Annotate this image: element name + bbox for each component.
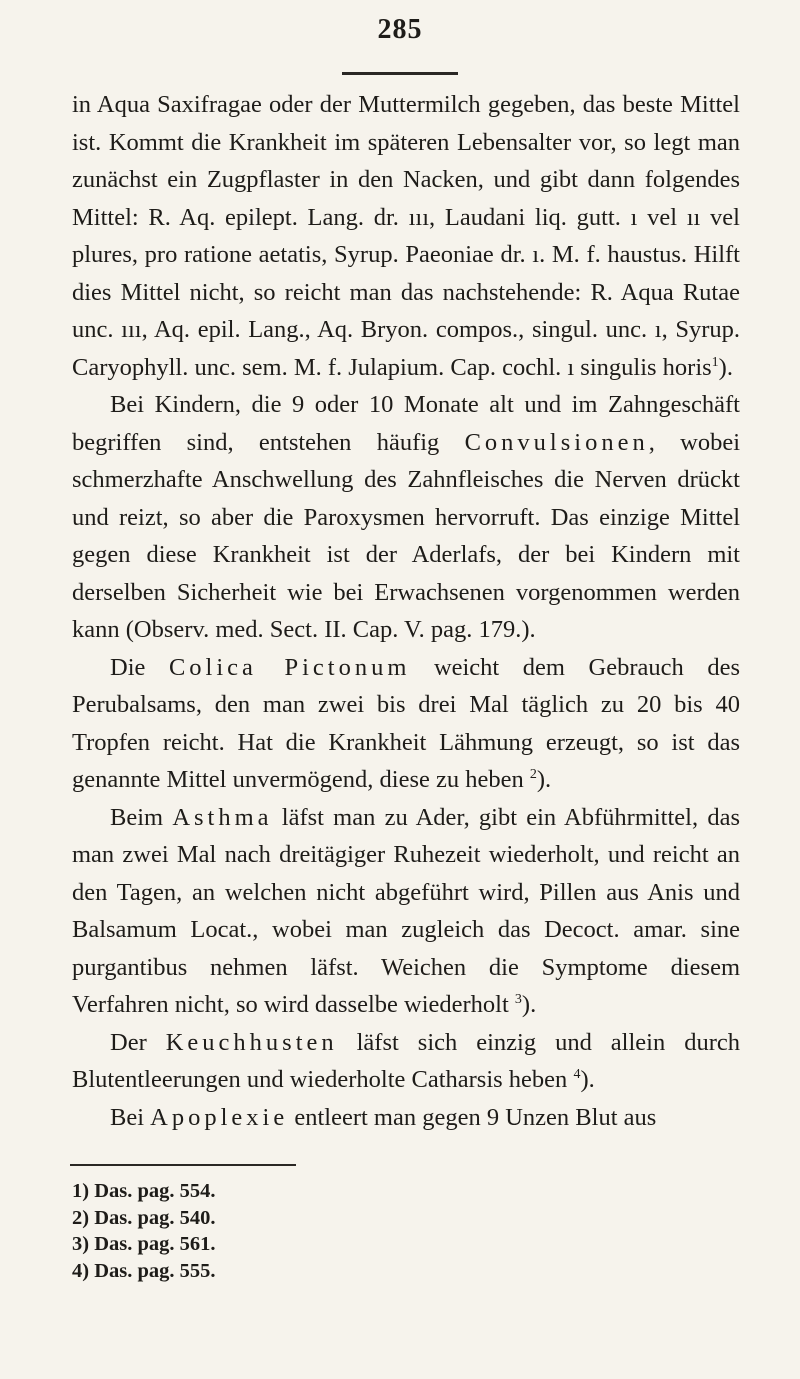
footnote-mark: 2 (529, 767, 537, 782)
text-run: läfst sich einzig und allein durch Blutentleerungen und wiederholte Catharsis heben (72, 1028, 740, 1093)
paragraph (72, 1099, 740, 1137)
emphasized-term: Colica Pictonum (168, 653, 411, 681)
footnote: 3) Das. pag. 561. (72, 1233, 216, 1255)
footnote-mark: 3 (514, 992, 522, 1007)
text-run: ). (580, 1066, 595, 1093)
paragraph (72, 649, 740, 799)
text-run: Die (110, 653, 169, 681)
text-run: ). (718, 353, 733, 381)
text-run: Der (110, 1028, 166, 1056)
text-run: entleert man gegen 9 Unzen Blut aus (288, 1103, 657, 1131)
emphasized-term: Convulsionen (464, 428, 649, 456)
text-run: ). (521, 991, 537, 1018)
footnote-rule (70, 1164, 296, 1166)
footnote-mark: 1 (711, 354, 719, 370)
paragraph (72, 799, 740, 1024)
text-run: , wobei schmerzhafte Anschwellung des Zahnfleisches die Nerven drückt und reizt, so aber die Paroxysmen hervorruft. Das einzige Mittel gegen diese Krankheit ist der Aderlafs, der bei Kindern mit derselben Sicherheit wie bei Erwachsenen vorgenommen werden kann (Observ. med. Sect. II. Cap. V. pag. 179.). (72, 428, 741, 643)
footnotes (72, 1178, 216, 1284)
page-number: 285 (377, 14, 423, 45)
text-run: Beim (110, 803, 173, 831)
footnote: 4) Das. pag. 555. (72, 1259, 216, 1282)
body-text (72, 86, 740, 1136)
text-run: Bei Kindern, die 9 oder 10 Monate alt und im Zahngeschäft begriffen sind, entstehen häufig (72, 391, 740, 456)
emphasized-term: Asthma (172, 803, 273, 831)
footnote: 2) Das. pag. 540. (72, 1206, 216, 1229)
paragraph (72, 1024, 740, 1099)
header-rule (342, 72, 458, 75)
text-run: weicht dem Gebrauch des Perubalsams, den man zwei bis drei Mal täglich zu 20 bis 40 Tropfen reicht. Hat die Krankheit Lähmung erzeugt, so ist das genannte Mittel unvermögend, diese zu heben (72, 653, 740, 793)
footnote: 1) Das. pag. 554. (72, 1180, 216, 1202)
emphasized-term: Apoplexie (150, 1103, 289, 1131)
text-run: ). (536, 766, 552, 793)
text-run: läfst man zu Ader, gibt ein Abführmittel, das man zwei Mal nach dreitägiger Ruhezeit wiederholt, und reicht an den Tagen, an welchen nicht abgeführt wird, Pillen aus Anis und Balsamum Locat., wobei man zugleich das Decoct. amar. sine purgantibus nehmen läfst. Weichen die Symptome diesem Verfahren nicht, so wird dasselbe wiederholt (72, 803, 740, 1018)
footnote-mark: 4 (573, 1067, 581, 1082)
paragraph (72, 386, 740, 649)
paragraph (72, 86, 740, 386)
text-run: Bei (110, 1103, 151, 1131)
emphasized-term: Keuchhusten (165, 1028, 338, 1056)
text-run: in Aqua Saxifragae oder der Muttermilch gegeben, das beste Mittel ist. Kommt die Krankheit im späteren Lebensalter vor, so legt man zunächst ein Zugpflaster in den Nacken, und gibt dann folgendes Mittel: R. Aq. epilept. Lang. dr. ııı, Laudani liq. gutt. ı vel ıı vel plures, pro ratione aetatis, Syrup. Paeoniae dr. ı. M. f. haustus. Hilft dies Mittel nicht, so reicht man das nachstehende: R. Aqua Rutae unc. ııı, Aq. epil. Lang., Aq. Bryon. compos., singul. unc. ı, Syrup. Caryophyll. unc. sem. M. f. Julapium. Cap. cochl. ı singulis horis (72, 91, 740, 381)
